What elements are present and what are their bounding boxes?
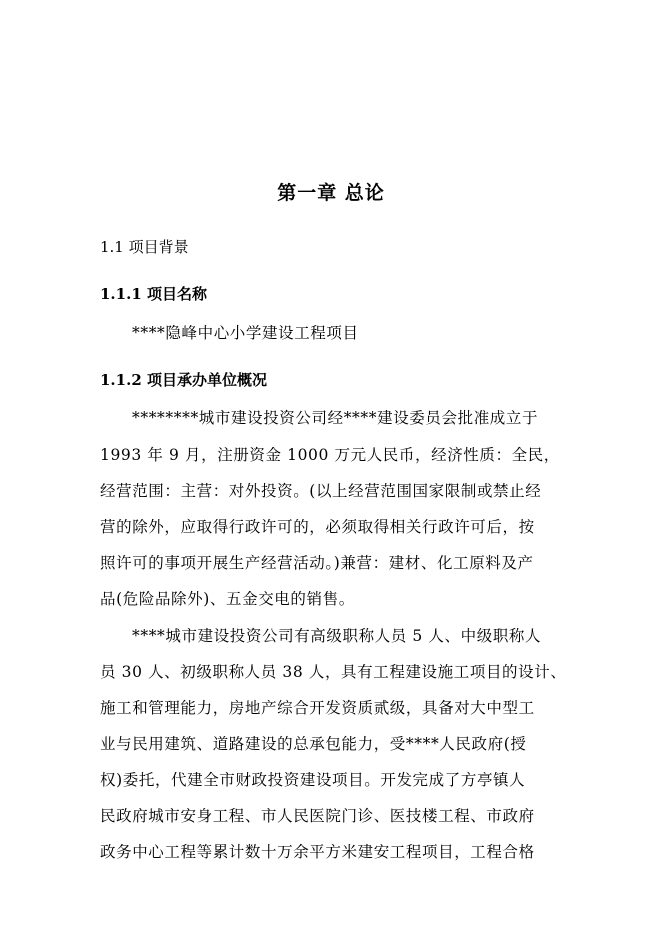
paragraph-line: 施工和管理能力，房地产综合开发资质贰级，具备对大中型工 [100, 699, 535, 717]
paragraph-line: 营的除外，应取得行政许可的，必须取得相关行政许可后，按 [100, 518, 535, 536]
section-heading-1-1-1: 1.1.1 项目名称 [100, 285, 207, 303]
paragraph-line: 权)委托，代建全市财政投资建设项目。开发完成了方亭镇人 [100, 771, 526, 789]
paragraph-line: 经营范围：主营：对外投资。(以上经营范围国家限制或禁止经 [100, 482, 542, 500]
section-heading-1-1-2: 1.1.2 项目承办单位概况 [100, 371, 267, 389]
paragraph-line: 业与民用建筑、道路建设的总承包能力，受****人民政府(授 [100, 735, 527, 753]
project-name-text: ****隐峰中心小学建设工程项目 [132, 324, 359, 342]
paragraph-line: 品(危险品除外)、五金交电的销售。 [100, 590, 355, 608]
paragraph-line: 照许可的事项开展生产经营活动。)兼营：建材、化工原料及产 [100, 554, 534, 572]
paragraph-line: 1993 年 9 月，注册资金 1000 万元人民币，经济性质：全民， [100, 446, 560, 464]
section-heading-1-1: 1.1 项目背景 [100, 238, 189, 256]
paragraph-line: ********城市建设投资公司经****建设委员会批准成立于 [132, 409, 539, 427]
chapter-title: 第一章 总论 [277, 182, 385, 204]
paragraph-line: ****城市建设投资公司有高级职称人员 5 人、中级职称人 [132, 627, 542, 645]
paragraph-line: 民政府城市安身工程、市人民医院门诊、医技楼工程、市政府 [100, 807, 535, 825]
paragraph-line: 政务中心工程等累计数十万余平方米建安工程项目，工程合格 [100, 843, 535, 861]
paragraph-line: 员 30 人、初级职称人员 38 人，具有工程建设施工项目的设计、 [100, 663, 567, 681]
